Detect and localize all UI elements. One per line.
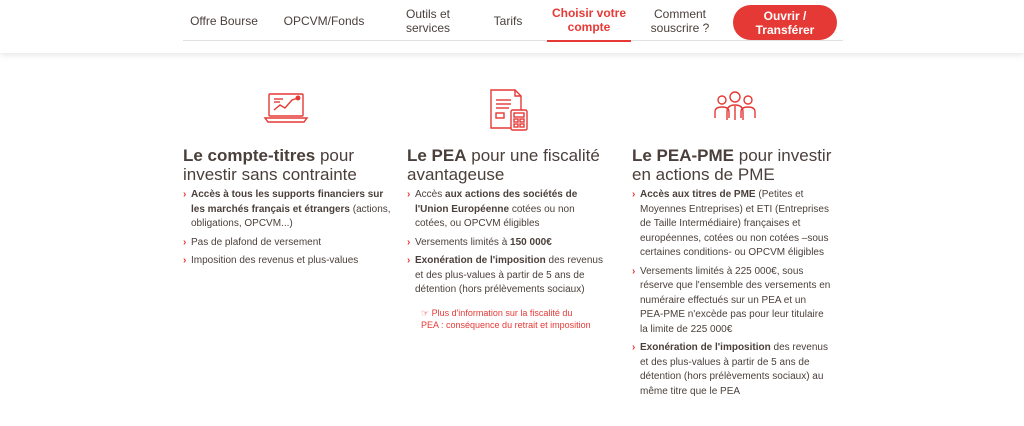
list-item: › Versements limités à 225 000€, sous réserve que l'ensemble des versements en numéraire effectués sur un PEA et un PEA-PME n'excède pas pour leur titulaire la limite de 225 000€ bbox=[632, 265, 832, 338]
nav-item-opcvm-fonds[interactable]: OPCVM/Fonds bbox=[283, 13, 365, 28]
list-item: › Exonération de l'imposition des revenus et des plus-values à partir de 5 ans de détention (hors prélèvements sociaux) au même titre que le PEA bbox=[632, 341, 832, 399]
list-item: › Pas de plafond de versement bbox=[183, 236, 393, 251]
pea-fiscalite-link[interactable]: ☞ Plus d'information sur la fiscalité du PEA : conséquence du retrait et imposition bbox=[421, 308, 591, 330]
list-item: › Accès à tous les supports financiers sur les marchés français et étrangers (actions, obligations, OPCVM...) bbox=[183, 188, 393, 232]
laptop-chart-icon bbox=[263, 88, 309, 129]
list-item: › Versements limités à 150 000€ bbox=[407, 236, 607, 251]
list-item: › Accès aux actions des sociétés de l'Union Européenne cotées ou non cotées, ou OPCVM éligibles bbox=[407, 188, 607, 232]
top-navigation-bar bbox=[0, 0, 1024, 53]
feature-list bbox=[407, 188, 607, 302]
feature-list bbox=[632, 188, 832, 403]
nav-item-comment-souscrire[interactable]: Comment souscrire ? bbox=[650, 6, 710, 35]
group-people-icon bbox=[712, 88, 758, 129]
nav-item-tarifs[interactable]: Tarifs bbox=[493, 13, 523, 28]
feature-list bbox=[183, 188, 393, 273]
list-item: › Imposition des revenus et plus-values bbox=[183, 254, 393, 269]
column-title: Le compte-titres pour investir sans contrainte bbox=[183, 146, 357, 184]
list-item: › Exonération de l'imposition des revenus et des plus-values à partir de 5 ans de détention (hors prélèvements sociaux) bbox=[407, 254, 607, 298]
list-item: › Accès aux titres de PME (Petites et Moyennes Entreprises) et ETI (Entreprises de Taille Intermédiaire) françaises et européennes, cotées ou non cotées –sous certaines conditions- ou OPCVM éligibles bbox=[632, 188, 832, 261]
column-title: Le PEA pour une fiscalité avantageuse bbox=[407, 146, 600, 184]
ouvrir-transferer-button[interactable]: Ouvrir / Transférer bbox=[733, 5, 837, 40]
document-calculator-icon bbox=[487, 88, 533, 137]
nav-item-choisir-compte[interactable]: Choisir votre compte bbox=[547, 0, 631, 42]
thumbs-up-icon: ☞ bbox=[421, 308, 432, 318]
nav-item-offre-bourse[interactable]: Offre Bourse bbox=[190, 13, 258, 28]
column-title: Le PEA-PME pour investir en actions de PME bbox=[632, 146, 832, 184]
nav-item-outils-services[interactable]: Outils et services bbox=[405, 6, 450, 35]
